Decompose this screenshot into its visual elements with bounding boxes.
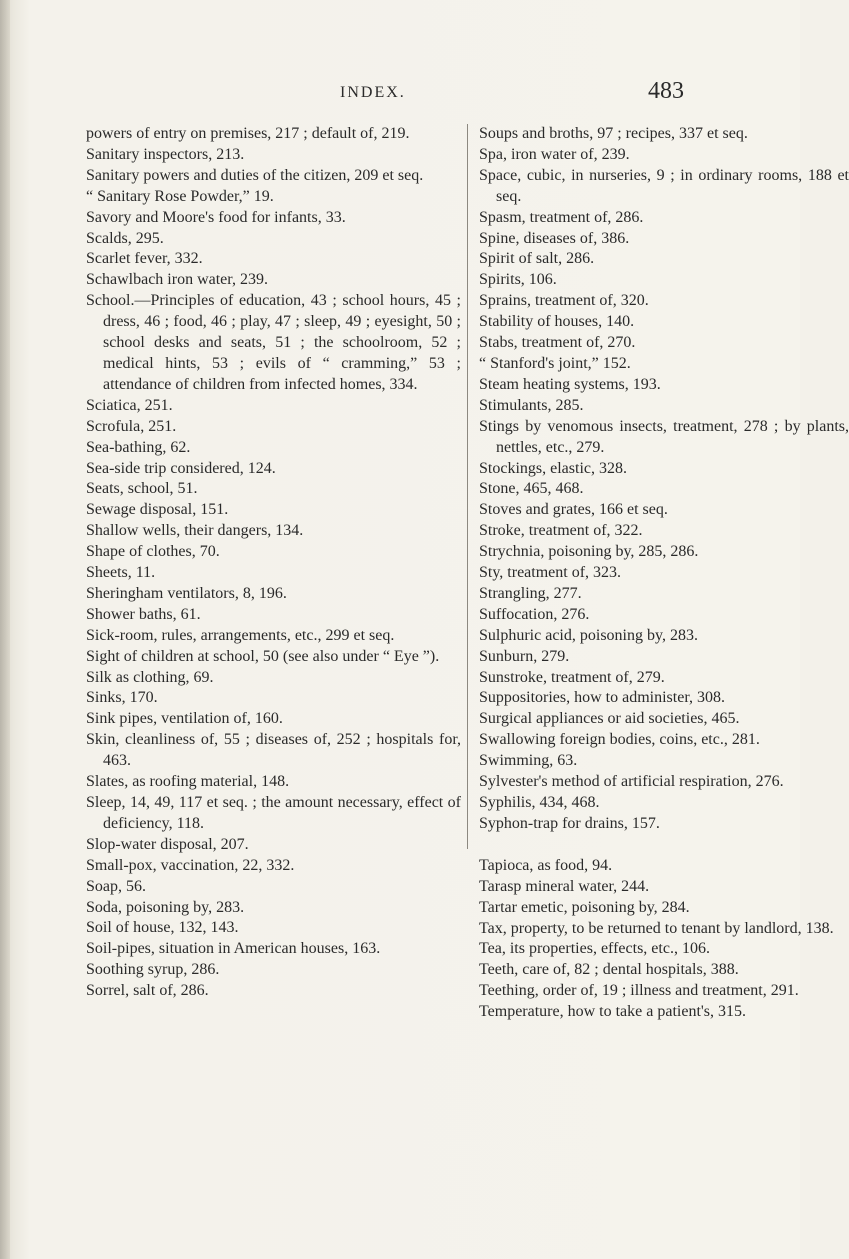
index-entry: Surgical appliances or aid societies, 465. <box>479 710 740 728</box>
index-entry: Shape of clothes, 70. <box>86 543 220 561</box>
index-entry: Slates, as roofing material, 148. <box>86 773 290 791</box>
index-entry: Sheets, 11. <box>86 564 156 582</box>
index-entry: Stoves and grates, 166 et seq. <box>479 501 668 519</box>
index-entry: Teething, order of, 19 ; illness and treatment, 291. <box>479 982 799 1000</box>
index-column-left <box>86 124 461 1002</box>
index-entry: Space, cubic, in nurseries, 9 ; in ordinary rooms, 188 et seq. <box>479 166 849 205</box>
index-entry: Sanitary powers and duties of the citizen, 209 et seq. <box>86 166 424 184</box>
index-entry: Stability of houses, 140. <box>479 313 635 331</box>
index-entry: Soda, poisoning by, 283. <box>86 898 245 916</box>
index-entry: Tax, property, to be returned to tenant by landlord, 138. <box>479 919 834 937</box>
index-entry: Sty, treatment of, 323. <box>479 564 622 582</box>
index-entry: Sylvester's method of artificial respiration, 276. <box>479 773 784 791</box>
index-entry: Sea-bathing, 62. <box>86 438 191 456</box>
index-entry: Spirits, 106. <box>479 271 557 289</box>
index-heading: INDEX. <box>340 84 406 101</box>
index-group-s <box>479 124 849 835</box>
index-entry: Stimulants, 285. <box>479 396 584 414</box>
index-entry: Sewage disposal, 151. <box>86 501 229 519</box>
index-entry: Sleep, 14, 49, 117 et seq. ; the amount necessary, effect of deficiency, 118. <box>86 794 461 832</box>
index-entry: Scrofula, 251. <box>86 417 177 435</box>
index-entry: Syphilis, 434, 468. <box>479 794 600 811</box>
index-entry: “ Stanford's joint,” 152. <box>479 354 631 372</box>
index-entry: Sunburn, 279. <box>479 647 570 665</box>
index-entry: Savory and Moore's food for infants, 33. <box>86 208 346 226</box>
index-entry: Strangling, 277. <box>479 584 582 602</box>
index-entry: Soil-pipes, situation in American houses, 163. <box>86 940 381 958</box>
index-entry: Stone, 465, 468. <box>479 480 584 498</box>
index-entry: School.—Principles of education, 43 ; school hours, 45 ; dress, 46 ; food, 46 ; play, 47 ; sleep, 49 ; eyesight, 50 ; school desks and seats, 51 ; the schoolroom, 52 ; medical hints, 53 ; evils of “ cramming,” 53 ; attendance of children from infected homes, 334. <box>86 292 461 393</box>
index-entry: Scarlet fever, 332. <box>86 250 203 268</box>
index-entry: Skin, cleanliness of, 55 ; diseases of, 252 ; hospitals for, 463. <box>86 731 461 770</box>
index-entry: Stabs, treatment of, 270. <box>479 334 636 352</box>
index-entry: Seats, school, 51. <box>86 480 198 498</box>
index-entry: Soothing syrup, 286. <box>86 961 220 979</box>
index-entry: Sink pipes, ventilation of, 160. <box>86 710 283 728</box>
index-entry: Sight of children at school, 50 (see also under “ Eye ”). <box>86 647 440 665</box>
index-entry: “ Sanitary Rose Powder,” 19. <box>86 187 274 205</box>
index-entry: Tea, its properties, effects, etc., 106. <box>479 940 710 958</box>
index-entry: Sprains, treatment of, 320. <box>479 292 649 310</box>
index-entry: Sorrel, salt of, 286. <box>86 982 209 1000</box>
index-entry: Tapioca, as food, 94. <box>479 856 613 874</box>
group-gap <box>479 835 849 856</box>
index-entry: Slop-water disposal, 207. <box>86 835 249 853</box>
index-entry: Small-pox, vaccination, 22, 332. <box>86 856 295 874</box>
index-entry: Soups and broths, 97 ; recipes, 337 et seq. <box>479 125 748 142</box>
index-entry: Sheringham ventilators, 8, 196. <box>86 584 287 602</box>
index-entry: Sick-room, rules, arrangements, etc., 299 et seq. <box>86 626 395 644</box>
index-column-right <box>479 124 849 1023</box>
index-entry: Strychnia, poisoning by, 285, 286. <box>479 543 699 561</box>
page-binding-edge <box>0 0 10 1259</box>
index-entry: Spine, diseases of, 386. <box>479 229 630 247</box>
index-entry: Tartar emetic, poisoning by, 284. <box>479 898 690 916</box>
index-entry: Stroke, treatment of, 322. <box>479 522 643 540</box>
index-entry: Sinks, 170. <box>86 689 158 707</box>
column-divider <box>467 124 468 849</box>
index-entry: Sulphuric acid, poisoning by, 283. <box>479 626 698 644</box>
index-entry: Spirit of salt, 286. <box>479 250 595 268</box>
index-entry: Spa, iron water of, 239. <box>479 145 630 163</box>
index-entry: Schawlbach iron water, 239. <box>86 271 268 289</box>
index-entry: Soil of house, 132, 143. <box>86 919 239 937</box>
page-header <box>0 78 800 118</box>
index-entry: Steam heating systems, 193. <box>479 375 661 393</box>
index-entry: Sciatica, 251. <box>86 396 173 414</box>
index-entry: Swallowing foreign bodies, coins, etc., 281. <box>479 731 760 749</box>
index-entry: Temperature, how to take a patient's, 315. <box>479 1003 747 1021</box>
index-entry: Shallow wells, their dangers, 134. <box>86 522 304 540</box>
index-entry: Stockings, elastic, 328. <box>479 459 627 477</box>
index-entry: powers of entry on premises, 217 ; default of, 219. <box>86 125 410 142</box>
index-entry: Tarasp mineral water, 244. <box>479 877 650 895</box>
index-entry: Silk as clothing, 69. <box>86 668 214 686</box>
index-entry: Suppositories, how to administer, 308. <box>479 689 726 707</box>
index-entry: Syphon-trap for drains, 157. <box>479 814 660 832</box>
index-entry: Sunstroke, treatment of, 279. <box>479 668 665 686</box>
index-entry: Sea-side trip considered, 124. <box>86 459 276 477</box>
index-group-t <box>479 856 849 1023</box>
index-entry: Shower baths, 61. <box>86 605 201 623</box>
index-entry: Spasm, treatment of, 286. <box>479 208 644 226</box>
index-entry: Swimming, 63. <box>479 752 578 770</box>
index-entry: Suffocation, 276. <box>479 605 590 623</box>
index-entry: Teeth, care of, 82 ; dental hospitals, 388. <box>479 961 739 979</box>
index-entry: Soap, 56. <box>86 877 146 895</box>
index-entry: Stings by venomous insects, treatment, 278 ; by plants, nettles, etc., 279. <box>479 417 849 456</box>
index-entry: Scalds, 295. <box>86 229 164 247</box>
index-entry: Sanitary inspectors, 213. <box>86 145 245 163</box>
page-number: 483 <box>648 78 684 104</box>
